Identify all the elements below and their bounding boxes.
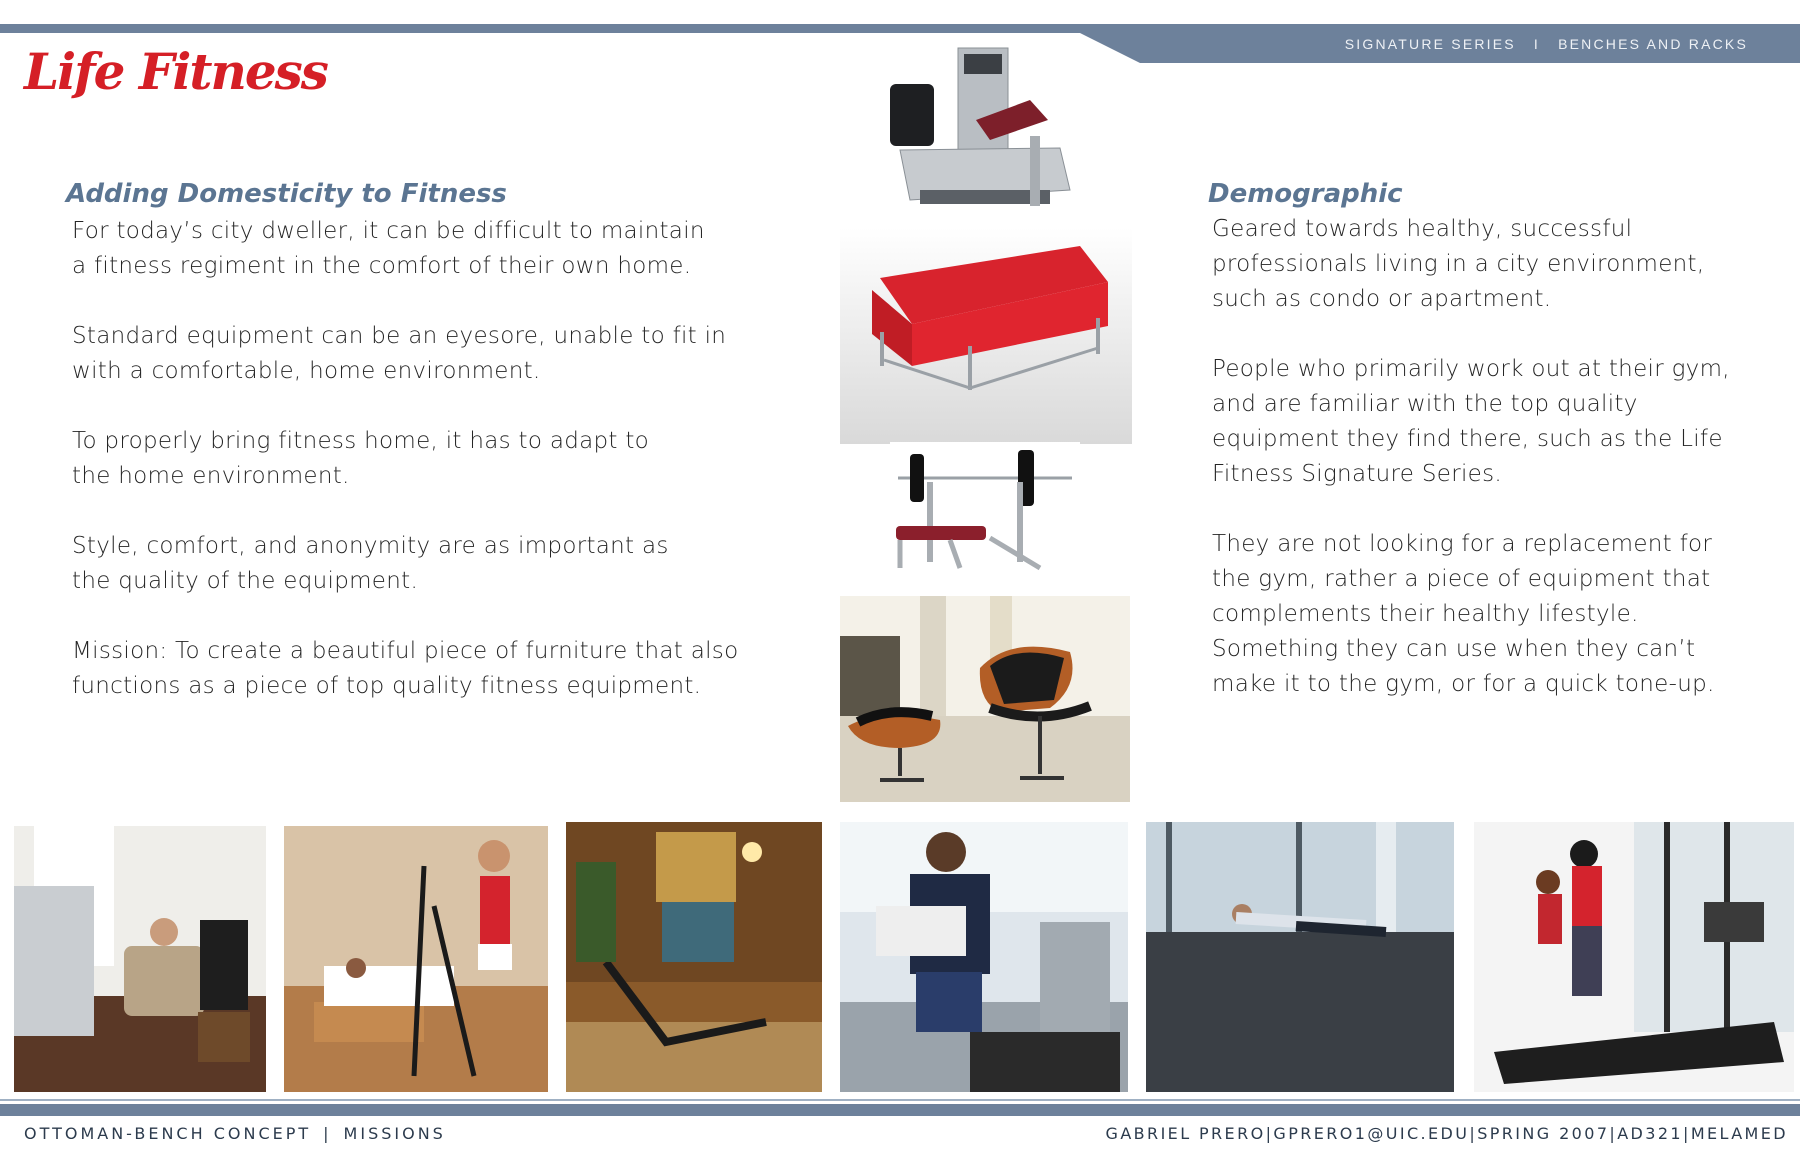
left-paragraph-line: the quality of the equipment. <box>72 568 419 594</box>
right-paragraph-line: professionals living in a city environment, <box>1212 251 1705 277</box>
header-series-label <box>1345 34 1748 54</box>
leg-press-machine-image <box>880 40 1080 230</box>
right-paragraph-line: They are not looking for a replacement for <box>1212 531 1713 557</box>
header-rule <box>0 24 1800 33</box>
left-paragraph <box>72 634 762 704</box>
left-paragraph-line: Style, comfort, and anonymity are as important as <box>72 533 669 559</box>
left-paragraph <box>72 424 762 494</box>
right-paragraph-line: equipment they find there, such as the Life <box>1212 426 1723 452</box>
right-paragraph-line: People who primarily work out at their gym, <box>1212 356 1730 382</box>
header-series: SIGNATURE SERIES <box>1344 36 1516 52</box>
footer-section: MISSIONS <box>343 1124 446 1143</box>
right-paragraph-line: Fitness Signature Series. <box>1212 461 1502 487</box>
footer-email: GPRERO1@UIC.EDU <box>1273 1124 1470 1143</box>
left-paragraph <box>72 319 762 389</box>
left-paragraph-line: functions as a piece of top quality fitness equipment. <box>72 673 702 699</box>
header-category: BENCHES AND RACKS <box>1558 36 1748 52</box>
right-paragraph-line: Something they can use when they can’t <box>1212 636 1696 662</box>
elliptical-woman-photo <box>284 826 548 1092</box>
left-paragraph <box>72 529 762 599</box>
right-paragraph-line: make it to the gym, or for a quick tone-up. <box>1212 671 1715 697</box>
header-separator: I <box>1533 36 1541 52</box>
left-section-title: Adding Domesticity to Fitness <box>66 179 507 209</box>
right-text-column <box>1212 212 1752 737</box>
right-paragraph-line: and are familiar with the top quality <box>1212 391 1638 417</box>
left-paragraph-line: Standard equipment can be an eyesore, unable to fit in <box>72 323 727 349</box>
right-paragraph <box>1212 527 1752 702</box>
life-fitness-logo: Life Fitness <box>24 42 327 101</box>
right-paragraph <box>1212 212 1752 317</box>
left-paragraph <box>72 214 762 284</box>
right-paragraph-line: complements their healthy lifestyle. <box>1212 601 1639 627</box>
cluttered-room-elliptical-photo <box>566 822 822 1092</box>
footer-instructor: MELAMED <box>1690 1124 1788 1143</box>
olympic-bench-image <box>890 442 1080 578</box>
left-paragraph-line: For today’s city dweller, it can be difficult to maintain <box>72 218 705 244</box>
left-paragraph-line: with a comfortable, home environment. <box>72 358 541 384</box>
red-ottoman-image <box>840 228 1132 444</box>
footer-project-label: OTTOMAN-BENCH CONCEPT | MISSIONS <box>24 1124 446 1143</box>
lounge-chair-image <box>840 596 1130 802</box>
right-paragraph <box>1212 352 1752 492</box>
right-paragraph-line: the gym, rather a piece of equipment that <box>1212 566 1711 592</box>
left-paragraph-line: Mission: To create a beautiful piece of furniture that also <box>72 638 739 664</box>
footer-rule <box>0 1104 1800 1116</box>
footer-course: AD321 <box>1617 1124 1684 1143</box>
right-paragraph-line: Geared towards healthy, successful <box>1212 216 1633 242</box>
treadmill-runners-photo <box>1474 822 1794 1092</box>
left-paragraph-line: the home environment. <box>72 463 350 489</box>
right-paragraph-line: such as condo or apartment. <box>1212 286 1552 312</box>
left-paragraph-line: To properly bring fitness home, it has to adapt to <box>72 428 650 454</box>
footer-credits: GABRIEL PRERO|GPRERO1@UIC.EDU|SPRING 2007|AD321|MELAMED <box>1105 1124 1788 1143</box>
left-paragraph-line: a fitness regiment in the comfort of their own home. <box>72 253 692 279</box>
footer-author: GABRIEL PRERO <box>1105 1124 1266 1143</box>
footer-term: SPRING 2007 <box>1477 1124 1610 1143</box>
footer-thin-rule <box>0 1099 1800 1101</box>
living-room-treadmill-photo <box>14 826 266 1092</box>
left-text-column <box>72 214 762 739</box>
footer-project: OTTOMAN-BENCH CONCEPT <box>24 1124 312 1143</box>
gym-man-reading-photo <box>840 822 1128 1092</box>
right-section-title: Demographic <box>1208 179 1403 209</box>
pushup-office-photo <box>1146 822 1454 1092</box>
